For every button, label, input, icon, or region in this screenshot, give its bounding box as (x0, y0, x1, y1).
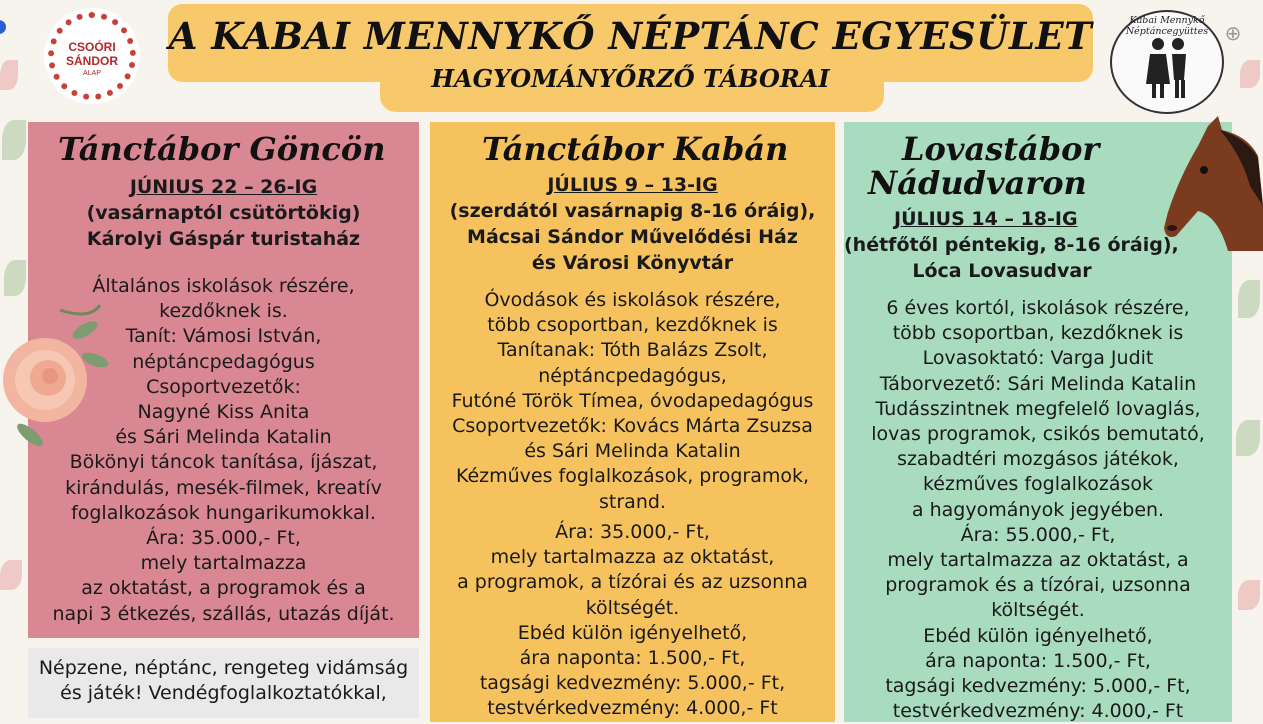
note-text: Népzene, néptánc, rengeteg vidámság és játék! Vendégfoglalkoztatókkal, (38, 657, 409, 705)
camp-details: (vasárnaptól csütörtökig) Károlyi Gáspár turistaház (86, 202, 361, 250)
camp-details: (hétfőtől péntekig, 8-16 óráig), Lóca Lovasudvar (844, 234, 1179, 282)
camp-date: JÚLIUS 14 – 18-IG (894, 208, 1078, 230)
camp-description: Általános iskolások részére, kezdőknek is. Tanít: Vámosi István, néptáncpedagógus Csoportvezetők: Nagyné Kiss Anita és Sári Melinda Katalin Bökönyi táncok tanítása, íjászat, kirándulás, mesék-filmek, kreatív foglalkozások hungarikumokkal. Ára: 35.000,- Ft, mely tartalmazza az oktatást, a programok és a napi 3 étkezés, szállás, utazás díját. (52, 275, 395, 625)
camp-description: 6 éves kortól, iskolások részére, több csoportban, kezdőknek is Lovasoktató: Varga Judit Táborvezető: Sári Melinda Katalin Tudásszintnek megfelelő lovaglás, lovas programok, csikós bemutató, szabadtéri mozgásos játékok, kézműves foglalkozások a hagyományok jegyében. Ára: 55.000,- Ft, mely tartalmazza az oktatást, a programok és a tízórai, uzsonna költségét. Ebéd külön igényelhető, ára naponta: 1.500,- Ft, tagsági kedvezmény: 5.000,- Ft, testvérkedvezmény: 4.000,- Ft (871, 297, 1205, 723)
rose-decoration (0, 300, 110, 450)
leaf-decoration (1236, 420, 1260, 456)
page-subtitle: HAGYOMÁNYŐRZŐ TÁBORAI (431, 64, 830, 93)
camp-details: (szerdától vasárnapig 8-16 óráig), Mácsai Sándor Művelődési Ház és Városi Könyvtár (449, 200, 816, 274)
camp-title: Tánctábor Kabán (482, 130, 789, 168)
leaf-decoration (1238, 280, 1260, 318)
camp-title-line1: Lovastábor (902, 130, 1100, 168)
note-card (28, 648, 419, 718)
zoom-in-icon[interactable]: ⊕ (1224, 21, 1242, 45)
camp-card-kaba (430, 122, 835, 722)
side-indicator (0, 20, 6, 34)
leaf-decoration (4, 260, 26, 296)
camp-price: Ára: 35.000,- Ft, mely tartalmazza az oktatást, a programok, a tízórai és az uzsonna költségét. Ebéd külön igényelhető, ára naponta: 1.500,- Ft, tagsági kedvezmény: 5.000,- Ft, testvérkedvezmény: 4.000,- Ft (457, 521, 808, 720)
camp-description: Óvodások és iskolások részére, több csoportban, kezdőknek is Tanítanak: Tóth Balázs Zsolt, néptáncpedagógus, Futóné Török Tímea, óvodapedagógus Csoportvezetők: Kovács Márta Zsuzsa és Sári Melinda Katalin Kézműves foglalkozások, programok, strand. (451, 289, 814, 513)
camp-date: JÚLIUS 9 – 13-IG (547, 174, 718, 196)
page-title: A KABAI MENNYKŐ NÉPTÁNC EGYESÜLET (168, 14, 1093, 58)
leaf-decoration (0, 560, 22, 590)
leaf-decoration (1240, 60, 1260, 88)
csoori-sandor-logo: CSOÓRI SÁNDOR ALAP (44, 8, 140, 104)
dancers-icon (1142, 34, 1194, 104)
camp-date: JÚNIUS 22 – 26-IG (129, 176, 318, 198)
leaf-decoration (0, 60, 18, 90)
kabai-mennyko-logo: Kabai Mennykő Néptáncegyüttes (1110, 10, 1224, 114)
horse-head-image (1158, 116, 1263, 251)
camp-title-line2: Nádudvaron (868, 164, 1087, 202)
leaf-decoration (1238, 580, 1260, 610)
camp-title: Tánctábor Göncön (58, 130, 386, 168)
leaf-decoration (2, 120, 26, 160)
